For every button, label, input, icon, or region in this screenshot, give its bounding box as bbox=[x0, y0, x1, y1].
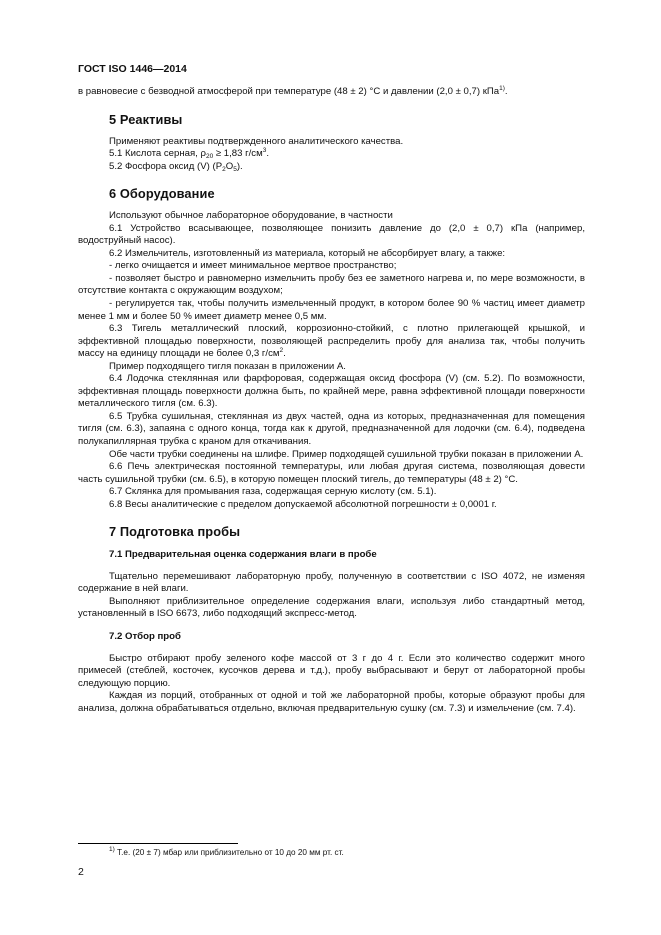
list-item: - легко очищается и имеет минимальное мертвое пространство; bbox=[109, 260, 397, 272]
paragraph: Выполняют приблизительное определение содержания влаги, используя либо стандартный метод, установленный в ISO 6673, либо подходящий экспресс-метод. bbox=[78, 595, 585, 620]
paragraph: 6.8 Весы аналитические с пределом допускаемой абсолютной погрешности ± 0,0001 г. bbox=[109, 498, 497, 510]
paragraph: Используют обычное лабораторное оборудование, в частности bbox=[109, 210, 393, 222]
paragraph: 5.1 Кислота серная, $\rho_{20} \ge 1,83$ $г/см^3$. bbox=[109, 147, 269, 161]
page-number: 2 bbox=[78, 866, 84, 878]
paragraph: 6.1 Устройство всасывающее, позволяющее понизить давление до (2,0 ± 0,7) кПа (например, водоструйный насос). bbox=[78, 222, 585, 247]
footnote: $^{1)}$ Т.е. (20 ± 7) мбар или приблизительно от 10 до 20 мм рт. ст. bbox=[109, 846, 344, 857]
paragraph: 6.2 Измельчитель, изготовленный из материала, который не абсорбирует влагу, а также: bbox=[109, 247, 506, 259]
paragraph: 6.7 Склянка для промывания газа, содержащая серную кислоту (см. 5.1). bbox=[109, 486, 437, 498]
list-item: - регулируется так, чтобы получить измельченный продукт, в котором более 90 % частиц имеет диаметр менее 1 мм и более 50 % имеет диаметр менее 0,5 мм. bbox=[78, 298, 585, 322]
standard-header: ГОСТ ISO 1446—2014 bbox=[78, 63, 187, 75]
paragraph: 6.3 Тигель металлический плоский, коррозионно-стойкий, с плотно прилегающей крышкой, и эффективной площадью поверхности, позволяющей распределить пробу для анализа так, чтобы получить массу на единицу площади не более 0,3 $г/см^2$. bbox=[78, 323, 585, 360]
paragraph: Быстро отбирают пробу зеленого кофе массой от 3 г до 4 г. Если это количество содержит много примесей (стеблей, косточек, кусочков дерева и т.д.), пробу выбрасывают и берут от лабораторной пробы следующую порцию. bbox=[78, 652, 585, 689]
paragraph: Применяют реактивы подтвержденного аналитического качества. bbox=[109, 135, 404, 147]
section-6-heading: 6 Оборудование bbox=[109, 186, 215, 202]
footnote-ref: 1) bbox=[499, 85, 505, 92]
list-item: - позволяет быстро и равномерно измельчить пробу без ее заметного нагрева и, по мере возможности, в отсутствие контакта с окружающим воздухом; bbox=[78, 272, 585, 297]
paragraph: Тщательно перемешивают лабораторную пробу, полученную в соответствии с ISO 4072, не изменяя содержание в ней влаги. bbox=[78, 570, 585, 595]
paragraph: 5.2 Фосфора оксид (V) $(P_2O_5)$. bbox=[109, 160, 243, 173]
paragraph: Обе части трубки соединены на шлифе. Пример подходящей сушильной трубки показан в приложении А. bbox=[109, 448, 584, 460]
paragraph: 6.5 Трубка сушильная, стеклянная из двух частей, одна из которых, предназначенная для помещения тигля (см. 6.3), запаяна с одного конца, тогда как к другой, предназначенной для лодочки (см. 6.4), подведена полукапиллярная трубка с краном для откачивания. bbox=[78, 410, 585, 448]
section-5-heading: 5 Реактивы bbox=[109, 111, 183, 127]
page-content bbox=[78, 86, 585, 715]
intro-paragraph: в равновесие с безводной атмосферой при температуре (48 ± 2) °С и давлении (2,0 ± 0,7) кПа$^{1)}$. bbox=[78, 85, 508, 97]
subsection-7-2-heading: 7.2 Отбор проб bbox=[109, 631, 181, 642]
paragraph: 6.4 Лодочка стеклянная или фарфоровая, содержащая оксид фосфора (V) (см. 5.2). По возможности, эффективная площадь поверхности должна быть, по крайней мере, равна эффективной площади поверхности металлического тигля (см. 6.3). bbox=[78, 373, 585, 410]
footnote-divider bbox=[78, 843, 238, 844]
paragraph: Пример подходящего тигля показан в приложении А. bbox=[109, 360, 346, 372]
section-7-heading: 7 Подготовка пробы bbox=[109, 524, 241, 540]
paragraph: Каждая из порций, отобранных от одной и той же лабораторной пробы, которые образуют пробы для анализа, должна обрабатываться отдельно, включая предварительную сушку (см. 7.3) и измельчение (см. 7.4). bbox=[78, 690, 585, 714]
paragraph: 6.6 Печь электрическая постоянной температуры, или любая другая система, позволяющая довести часть сушильной трубки (см. 6.5), в которую помещен плоский тигель, до температуры (48 ± 2) °С. bbox=[78, 461, 585, 485]
subsection-7-1-heading: 7.1 Предварительная оценка содержания влаги в пробе bbox=[109, 549, 377, 561]
